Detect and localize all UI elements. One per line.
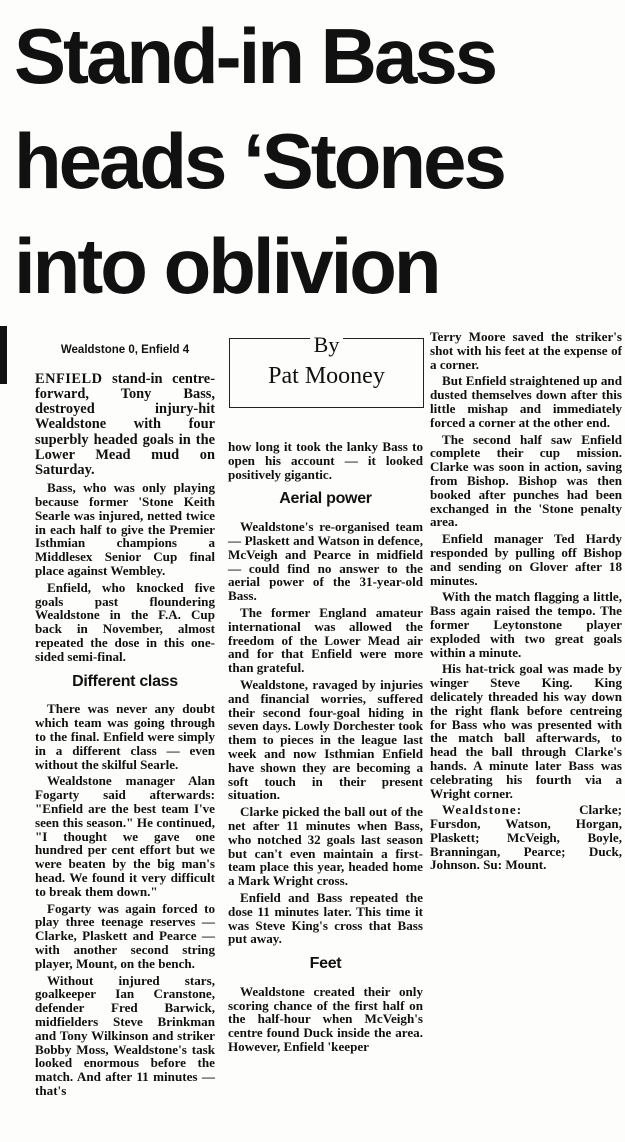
paragraph: Bass, who was only playing because former 'Stone Keith Searle was injured, netted twice in each half to give the Premier Isthmian champions a Middlesex Senior Cup final place against Wembley. [35,480,215,578]
paragraph: Wealdstone's re-organised team — Plaskett and Watson in defence, McVeigh and Pearce in midfield — could find no answer to the aerial power of the 31-year-old Bass. [228,519,423,604]
column-1 [35,344,215,1101]
headline [14,4,624,319]
headline-line-2: heads ‘Stones [14,117,504,205]
team-lineup [430,803,622,872]
team-label: Wealdstone: [442,802,523,818]
paragraph: His hat-trick goal was made by winger Steve King. King delicately threaded his way down the right flank before centreing for Bass who was presented with the match ball afterwards, to head the ball through Clarke's hands. A minute later Bass was celebrating his fourth via a Wright corner. [430,661,622,801]
headline-line-3: into oblivion [14,222,439,310]
byline-by: By [310,333,344,357]
match-score-kicker: Wealdstone 0, Enfield 4 [60,344,190,356]
paragraph: With the match flagging a little, Bass again raised the tempo. The former Leytonstone player exploded with two great goals within a minute. [430,589,622,660]
column-2 [228,440,423,1057]
lead-text: stand-in centre-forward, Tony Bass, destroyed injury-hit Wealdstone with four superbly headed goals in the Lower Mead mud on Saturday. [35,370,215,479]
subheading-feet: Feet [309,955,342,973]
paragraph: Fogarty was again forced to play three teenage reserves — Clarke, Plaskett and Pearce — with another second string player, Mount, on the bench. [35,900,215,971]
paragraph: There was never any doubt which team was going through to the final. Enfield were simply in a different class — even without the skilful Searle. [35,701,215,772]
lead-paragraph [35,372,215,478]
paragraph: But Enfield straightened up and dusted themselves down after this little mishap and immediately forced a corner at the other end. [430,373,622,430]
byline-author: Pat Mooney [268,363,385,389]
headline-line-1: Stand-in Bass [14,12,496,100]
paragraph: Enfield manager Ted Hardy responded by pulling off Bishop and sending on Glover after 18 minutes. [430,531,622,588]
paragraph: Terry Moore saved the striker's shot with his feet at the expense of a corner. [430,329,622,372]
paragraph: Enfield, who knocked five goals past floundering Wealdstone in the F.A. Cup back in November, almost repeated the dose in this one-sided semi-final. [35,579,215,664]
column-3 [430,330,622,875]
byline-box [229,332,424,408]
paragraph: Wealdstone manager Alan Fogarty said afterwards: "Enfield are the best team I've seen this season." He continued, "I thought we gave one hundred per cent effort but we were beaten by the big man's head. We found it very difficult to break them down." [35,773,215,899]
margin-bar [0,326,7,384]
lead-first-word: ENFIELD [35,370,103,387]
paragraph: The second half saw Enfield complete their cup mission. Clarke was soon in action, saving from Bishop. Bishop was then booked after punches had been exchanged in the 'Stone penalty area. [430,431,622,530]
team-players: Clarke; Fursdon, Watson, Horgan, Plaskett; McVeigh, Boyle, Branningan, Pearce; Duck, Johnson. Su: Mount. [430,802,622,873]
subheading-aerial-power: Aerial power [279,490,372,508]
paragraph: how long it took the lanky Bass to open his account — it looked positively gigantic. [228,439,423,482]
subheading-different-class: Different class [72,672,178,690]
paragraph: Without injured stars, goalkeeper Ian Cranstone, defender Fred Barwick, midfielders Steve Brinkman and Tony Wilkinson and striker Bobby Moss, Wealdstone's task looked enormous before the match. And after 11 minutes — that's [35,972,215,1098]
paragraph: Clarke picked the ball out of the net after 11 minutes when Bass, who notched 32 goals last season but can't even maintain a first-team place this year, headed home a Mark Wright cross. [228,804,423,889]
paragraph: Wealdstone created their only scoring chance of the first half on the half-hour when McVeigh's centre found Duck inside the area. However, Enfield 'keeper [228,983,423,1055]
paragraph: Enfield and Bass repeated the dose 11 minutes later. This time it was Steve King's cross that Bass put away. [228,889,423,947]
paragraph: The former England amateur international was allowed the freedom of the Lower Mead air and for that Enfield were more than grateful. [228,604,423,676]
paragraph: Wealdstone, ravaged by injuries and financial worries, suffered their second four-goal hiding in seven days. Lowly Dorchester took them to pieces in the league last week and now Isthmian Enfield have shown they are becoming a soft touch in their present situation. [228,676,423,803]
